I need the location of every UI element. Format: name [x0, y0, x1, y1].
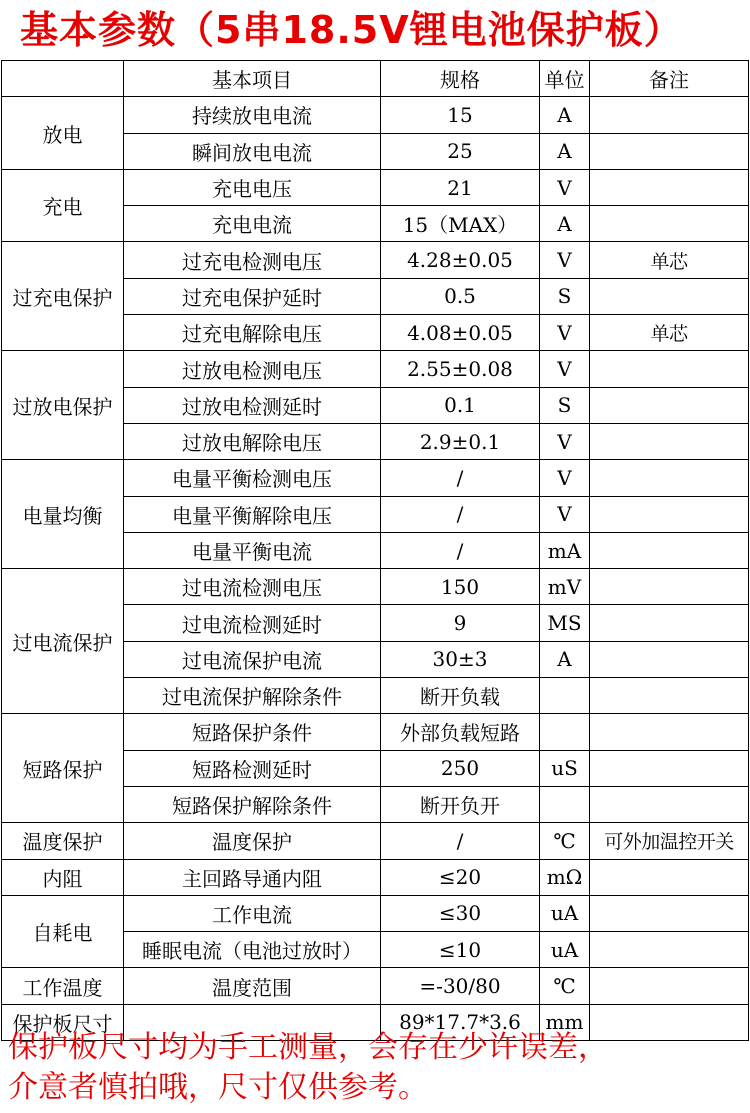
category-cell: 保护板尺寸: [2, 1004, 124, 1040]
item-cell: 过放电检测电压: [124, 351, 381, 387]
item-cell: 过充电检测电压: [124, 242, 381, 278]
spec-cell: 0.5: [381, 278, 540, 314]
unit-cell: S: [540, 387, 590, 423]
unit-cell: [540, 714, 590, 750]
unit-cell: mΩ: [540, 859, 590, 895]
note-cell: [590, 496, 749, 532]
item-cell: 短路检测延时: [124, 750, 381, 786]
item-cell: 电量平衡检测电压: [124, 460, 381, 496]
item-cell: 过电流检测延时: [124, 605, 381, 641]
item-cell: 充电电压: [124, 169, 381, 205]
spec-cell: 2.9±0.1: [381, 423, 540, 459]
spec-cell: ≤20: [381, 859, 540, 895]
item-cell: 过电流保护电流: [124, 641, 381, 677]
spec-cell: ≤10: [381, 932, 540, 968]
spec-cell: /: [381, 460, 540, 496]
note-cell: [590, 678, 749, 714]
unit-cell: MS: [540, 605, 590, 641]
table-row: [2, 823, 749, 859]
unit-cell: [540, 678, 590, 714]
category-cell: 温度保护: [2, 823, 124, 859]
category-cell: 放电: [2, 97, 124, 170]
unit-cell: V: [540, 351, 590, 387]
unit-cell: mm: [540, 1004, 590, 1040]
header-item: 基本项目: [124, 61, 381, 97]
header-note: 备注: [590, 61, 749, 97]
item-cell: 短路保护解除条件: [124, 786, 381, 822]
note-cell: [590, 968, 749, 1004]
spec-cell: /: [381, 496, 540, 532]
spec-cell: 250: [381, 750, 540, 786]
note-cell: [590, 206, 749, 242]
item-cell: 温度保护: [124, 823, 381, 859]
note-cell: [590, 605, 749, 641]
category-cell: 工作温度: [2, 968, 124, 1004]
unit-cell: mV: [540, 569, 590, 605]
note-cell: [590, 387, 749, 423]
unit-cell: V: [540, 496, 590, 532]
spec-cell: 断开负载: [381, 678, 540, 714]
spec-cell: =-30/80: [381, 968, 540, 1004]
header-category: [2, 61, 124, 97]
table-row: [2, 460, 749, 496]
note-cell: [590, 714, 749, 750]
table-header-row: [2, 61, 749, 97]
spec-cell: 89*17.7*3.6: [381, 1004, 540, 1040]
unit-cell: V: [540, 169, 590, 205]
item-cell: 睡眠电流（电池过放时）: [124, 932, 381, 968]
note-cell: [590, 133, 749, 169]
spec-cell: 0.1: [381, 387, 540, 423]
note-cell: [590, 169, 749, 205]
item-cell: 主回路导通内阻: [124, 859, 381, 895]
note-cell: 单芯: [590, 242, 749, 278]
unit-cell: S: [540, 278, 590, 314]
note-cell: 单芯: [590, 315, 749, 351]
note-cell: [590, 859, 749, 895]
table-row: [2, 351, 749, 387]
page-title: 基本参数（5串18.5V锂电池保护板）: [20, 8, 683, 52]
table-row: [2, 859, 749, 895]
note-cell: [590, 97, 749, 133]
disclaimer: [8, 1028, 748, 1108]
table-row: [2, 97, 749, 133]
header-spec: 规格: [381, 61, 540, 97]
unit-cell: V: [540, 423, 590, 459]
note-cell: [590, 423, 749, 459]
note-cell: [590, 569, 749, 605]
spec-cell: 外部负载短路: [381, 714, 540, 750]
unit-cell: A: [540, 97, 590, 133]
unit-cell: [540, 786, 590, 822]
unit-cell: V: [540, 315, 590, 351]
category-cell: 电量均衡: [2, 460, 124, 569]
unit-cell: V: [540, 460, 590, 496]
unit-cell: uA: [540, 932, 590, 968]
spec-cell: 9: [381, 605, 540, 641]
unit-cell: A: [540, 206, 590, 242]
note-cell: [590, 932, 749, 968]
spec-cell: 2.55±0.08: [381, 351, 540, 387]
spec-cell: /: [381, 532, 540, 568]
item-cell: 过电流检测电压: [124, 569, 381, 605]
item-cell: 持续放电电流: [124, 97, 381, 133]
spec-cell: 21: [381, 169, 540, 205]
spec-cell: 15（MAX）: [381, 206, 540, 242]
category-cell: 短路保护: [2, 714, 124, 823]
table-row: [2, 714, 749, 750]
item-cell: 过放电检测延时: [124, 387, 381, 423]
spec-table: [1, 60, 749, 1041]
item-cell: 电量平衡电流: [124, 532, 381, 568]
note-cell: 可外加温控开关: [590, 823, 749, 859]
spec-cell: 25: [381, 133, 540, 169]
table-row: [2, 968, 749, 1004]
unit-cell: uA: [540, 895, 590, 931]
unit-cell: uS: [540, 750, 590, 786]
note-cell: [590, 786, 749, 822]
item-cell: 工作电流: [124, 895, 381, 931]
note-cell: [590, 750, 749, 786]
category-cell: 内阻: [2, 859, 124, 895]
note-cell: [590, 278, 749, 314]
unit-cell: A: [540, 641, 590, 677]
spec-cell: ≤30: [381, 895, 540, 931]
note-cell: [590, 895, 749, 931]
category-cell: 过放电保护: [2, 351, 124, 460]
note-cell: [590, 460, 749, 496]
item-cell: 过放电解除电压: [124, 423, 381, 459]
note-cell: [590, 532, 749, 568]
category-cell: 充电: [2, 169, 124, 242]
category-cell: 过电流保护: [2, 569, 124, 714]
table-row: [2, 242, 749, 278]
spec-cell: 4.28±0.05: [381, 242, 540, 278]
table-row: [2, 169, 749, 205]
item-cell: 过充电解除电压: [124, 315, 381, 351]
item-cell: 过电流保护解除条件: [124, 678, 381, 714]
table-row: [2, 895, 749, 931]
category-cell: 自耗电: [2, 895, 124, 968]
item-cell: 瞬间放电电流: [124, 133, 381, 169]
header-unit: 单位: [540, 61, 590, 97]
spec-cell: 15: [381, 97, 540, 133]
category-cell: 过充电保护: [2, 242, 124, 351]
spec-cell: /: [381, 823, 540, 859]
item-cell: 电量平衡解除电压: [124, 496, 381, 532]
table-row: [2, 569, 749, 605]
unit-cell: ℃: [540, 968, 590, 1004]
spec-cell: 4.08±0.05: [381, 315, 540, 351]
note-cell: [590, 641, 749, 677]
disclaimer-line-1: 保护板尺寸均为手工测量，会存在少许误差，: [8, 1030, 608, 1065]
item-cell: 温度范围: [124, 968, 381, 1004]
disclaimer-line-2: 介意者慎拍哦，尺寸仅供参考。: [8, 1070, 428, 1105]
item-cell: 过充电保护延时: [124, 278, 381, 314]
item-cell: 短路保护条件: [124, 714, 381, 750]
item-cell: 充电电流: [124, 206, 381, 242]
spec-cell: 150: [381, 569, 540, 605]
spec-cell: 30±3: [381, 641, 540, 677]
unit-cell: ℃: [540, 823, 590, 859]
unit-cell: V: [540, 242, 590, 278]
unit-cell: A: [540, 133, 590, 169]
unit-cell: mA: [540, 532, 590, 568]
spec-cell: 断开负开: [381, 786, 540, 822]
note-cell: [590, 351, 749, 387]
